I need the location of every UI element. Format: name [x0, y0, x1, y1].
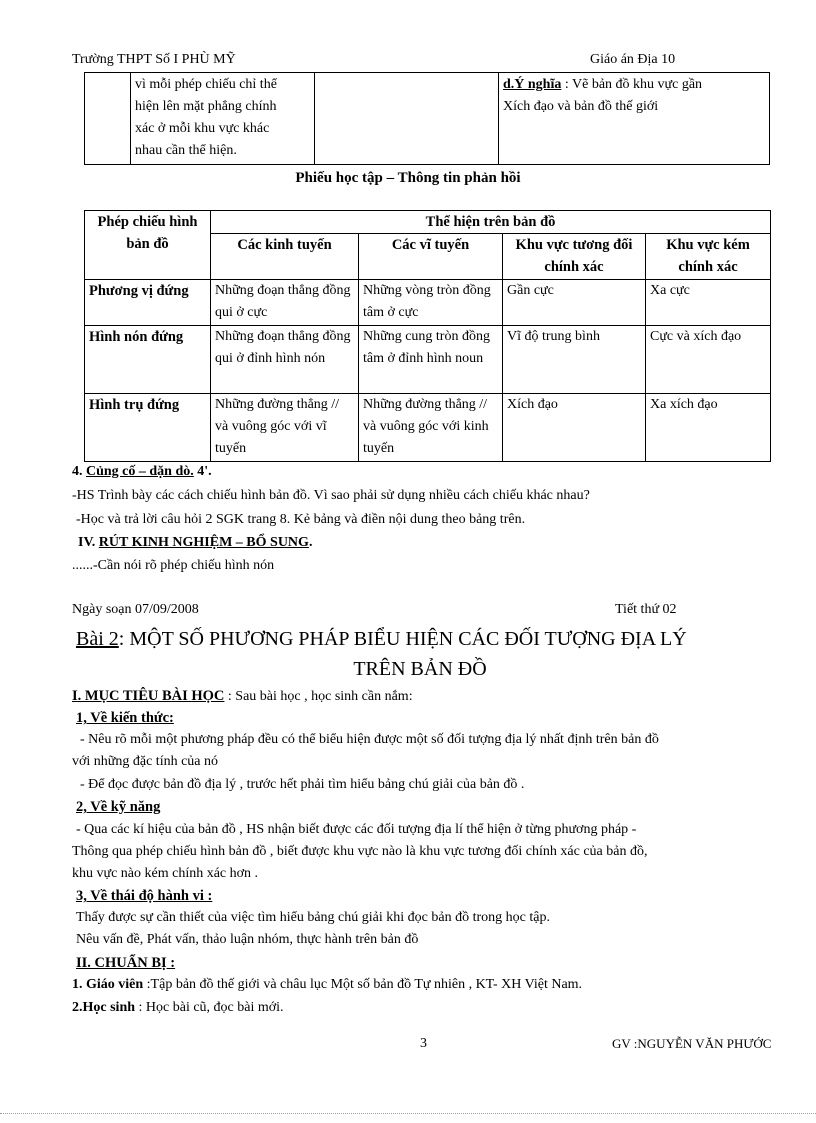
table-cell: Những cung tròn đồng tâm ở đỉnh hình noun	[359, 326, 503, 394]
projection-table	[84, 210, 771, 462]
lesson-title-line2: TRÊN BẢN ĐỒ	[353, 658, 487, 680]
col-header-meridians: Các kinh tuyến	[211, 234, 359, 280]
table-cell: Những đường thẳng // và vuông góc với vĩ tuyến	[211, 394, 359, 462]
section-iv-heading: IV. RÚT KINH NGHIỆM – BỔ SUNG.	[78, 535, 313, 550]
lesson-title	[76, 624, 776, 654]
table-cell: Những vòng tròn đồng tâm ở cực	[359, 280, 503, 326]
table-cell: Xa xích đạo	[646, 394, 771, 462]
student-prep: 2.Học sinh : Học bài cũ, đọc bài mới.	[72, 1000, 284, 1015]
attitude-line: Nêu vấn đề, Phát vấn, thảo luận nhóm, thực hành trên bản đồ	[76, 932, 419, 947]
empty-cell	[85, 73, 131, 165]
projection-note-cell	[131, 73, 315, 165]
meaning-cell	[499, 73, 770, 165]
section-4-line: -HS Trình bày các cách chiếu hình bản đồ. Vì sao phải sử dụng nhiều cách chiếu khác nhau?	[72, 488, 590, 503]
table-row	[85, 326, 771, 394]
lesson-period: Tiết thứ 02	[615, 602, 677, 617]
col-header-inaccurate-area: Khu vực kém chính xác	[646, 234, 771, 280]
objectives-heading: I. MỤC TIÊU BÀI HỌC : Sau bài học , học sinh cần nắm:	[72, 688, 413, 704]
school-name: Trường THPT Số I PHÙ MỸ	[72, 52, 236, 67]
empty-cell	[315, 73, 499, 165]
lesson-label: Bài 2	[76, 628, 119, 650]
teacher-prep: 1. Giáo viên :Tập bản đồ thế giới và châu lục Một số bản đồ Tự nhiên , KT- XH Việt Nam.	[72, 977, 583, 992]
page-number: 3	[420, 1036, 427, 1051]
skills-heading: 2, Về kỹ năng	[76, 799, 161, 815]
note-line: nhau cần thể hiện.	[135, 143, 237, 158]
note-line: xác ở mỗi khu vực khác	[135, 121, 270, 136]
group-header: Thể hiện trên bản đồ	[211, 211, 771, 234]
table-cell: Xích đạo	[503, 394, 646, 462]
col-header-parallels: Các vĩ tuyến	[359, 234, 503, 280]
row-header: Hình trụ đứng	[85, 394, 211, 462]
corner-header: Phép chiếu hình bản đồ	[85, 211, 211, 280]
attitude-heading: 3, Về thái độ hành vi :	[76, 888, 213, 904]
table-row	[85, 280, 771, 326]
page-edge	[0, 1113, 816, 1114]
table-row	[85, 394, 771, 462]
section-4-heading: 4. Củng cố – dặn dò. 4'.	[72, 464, 212, 479]
preparation-heading: II. CHUẨN BỊ :	[76, 955, 176, 971]
note-line: hiện lên mặt phẳng chính	[135, 99, 277, 114]
col-header-accurate-area: Khu vực tương đối chính xác	[503, 234, 646, 280]
attitude-line: Thấy được sự cần thiết của việc tìm hiểu bảng chú giải khi đọc bản đồ trong học tập.	[76, 910, 550, 925]
skills-line: khu vực nào kém chính xác hơn .	[72, 866, 259, 881]
knowledge-heading: 1, Về kiến thức:	[76, 710, 174, 726]
table-cell: Xa cực	[646, 280, 771, 326]
knowledge-line: - Để đọc được bản đồ địa lý , trước hết phải tìm hiểu bảng chú giải của bản đồ .	[80, 777, 525, 792]
row-header: Phương vị đứng	[85, 280, 211, 326]
section-iv-line: ......-Cần nói rõ phép chiếu hình nón	[72, 558, 275, 573]
meaning-label: d.Ý nghĩa	[503, 77, 562, 92]
feedback-title: Phiếu học tập – Thông tin phản hồi	[295, 170, 521, 186]
table-cell: Gần cực	[503, 280, 646, 326]
skills-line: Thông qua phép chiếu hình bản đồ , biết được khu vực nào là khu vực tương đối chính xác của bản đồ,	[72, 844, 648, 859]
document-subject: Giáo án Địa 10	[590, 52, 676, 67]
table-cell: Những đường thẳng // và vuông góc với kinh tuyến	[359, 394, 503, 462]
row-header: Hình nón đứng	[85, 326, 211, 394]
prepared-date: Ngày soạn 07/09/2008	[72, 602, 199, 617]
table-cell: Vĩ độ trung bình	[503, 326, 646, 394]
knowledge-line: với những đặc tính của nó	[72, 754, 219, 769]
skills-line: - Qua các kí hiệu của bản đồ , HS nhận biết được các đối tượng địa lí thể hiện ở từng phương pháp -	[76, 822, 637, 837]
section-4-line: -Học và trả lời câu hỏi 2 SGK trang 8. Kẻ bảng và điền nội dung theo bảng trên.	[76, 512, 526, 527]
note-line: vì mỗi phép chiếu chỉ thể	[135, 77, 277, 92]
continuation-table	[84, 72, 770, 165]
meaning-text: : Vẽ bản đồ khu vực gần	[564, 77, 703, 92]
author: GV :NGUYỄN VĂN PHƯỚC	[612, 1036, 772, 1051]
table-cell: Những đoạn thẳng đồng qui ở đỉnh hình nón	[211, 326, 359, 394]
knowledge-line: - Nêu rõ mỗi một phương pháp đều có thể biểu hiện được một số đối tượng địa lý nhất định trên bản đồ	[80, 732, 659, 747]
table-cell: Những đoạn thẳng đồng qui ở cực	[211, 280, 359, 326]
lesson-title-line1: : MỘT SỐ PHƯƠNG PHÁP BIỂU HIỆN CÁC ĐỐI TƯỢNG ĐỊA LÝ	[118, 628, 687, 650]
meaning-text-line2: Xích đạo và bản đồ thế giới	[503, 99, 659, 114]
table-cell: Cực và xích đạo	[646, 326, 771, 394]
